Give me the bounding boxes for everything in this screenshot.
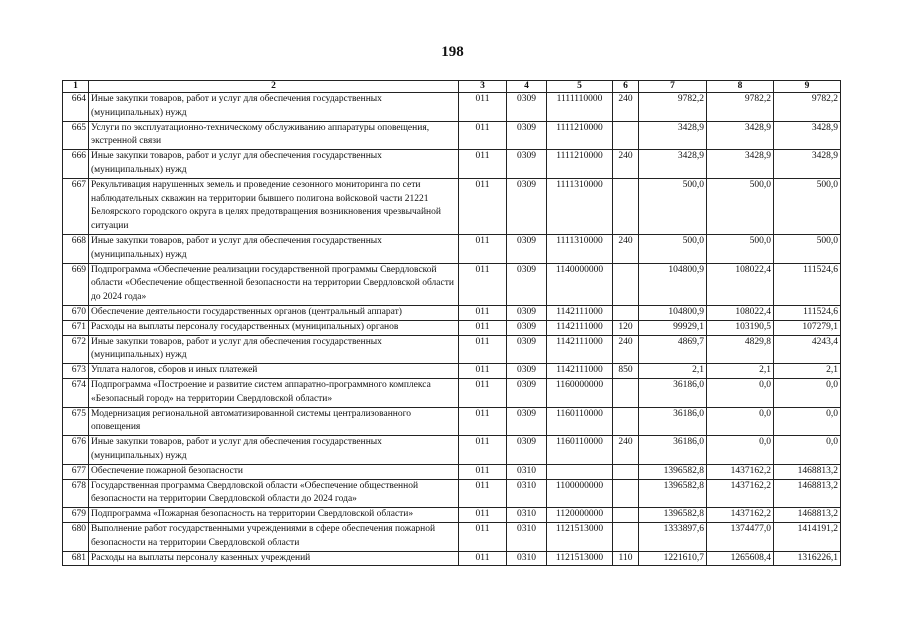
row-description: Иные закупки товаров, работ и услуг для обеспечения государственных (муниципальных) нужд [89,335,459,364]
ministry-code: 011 [459,378,507,407]
amount-col-8: 108022,4 [707,305,774,320]
table-row [63,178,841,234]
amount-col-9: 1468813,2 [774,479,841,508]
expense-type-code [613,464,639,479]
ministry-code: 011 [459,436,507,465]
section-code: 0309 [507,150,547,179]
amount-col-9: 4243,4 [774,335,841,364]
expense-type-code: 240 [613,436,639,465]
table-row [63,436,841,465]
column-header: 9 [774,81,841,93]
row-number: 670 [63,305,89,320]
target-article-code: 1142111000 [547,305,613,320]
ministry-code: 011 [459,234,507,263]
amount-col-9: 1414191,2 [774,522,841,551]
table-row [63,479,841,508]
table-row [63,378,841,407]
amount-col-9: 0,0 [774,436,841,465]
table-row [63,121,841,150]
section-code: 0309 [507,436,547,465]
ministry-code: 011 [459,522,507,551]
amount-col-8: 0,0 [707,378,774,407]
target-article-code: 1120000000 [547,508,613,523]
amount-col-8: 1437162,2 [707,508,774,523]
amount-col-8: 1437162,2 [707,479,774,508]
row-number: 679 [63,508,89,523]
amount-col-7: 500,0 [639,234,707,263]
target-article-code: 1142111000 [547,335,613,364]
section-code: 0309 [507,93,547,122]
ministry-code: 011 [459,121,507,150]
amount-col-8: 500,0 [707,234,774,263]
amount-col-9: 9782,2 [774,93,841,122]
amount-col-7: 2,1 [639,364,707,379]
ministry-code: 011 [459,508,507,523]
row-number: 668 [63,234,89,263]
section-code: 0309 [507,407,547,436]
row-number: 669 [63,263,89,305]
target-article-code: 1142111000 [547,364,613,379]
ministry-code: 011 [459,320,507,335]
amount-col-7: 99929,1 [639,320,707,335]
target-article-code: 1160110000 [547,407,613,436]
row-number: 671 [63,320,89,335]
amount-col-8: 9782,2 [707,93,774,122]
column-header: 4 [507,81,547,93]
amount-col-7: 36186,0 [639,436,707,465]
section-code: 0309 [507,263,547,305]
amount-col-9: 0,0 [774,378,841,407]
amount-col-7: 36186,0 [639,407,707,436]
section-code: 0309 [507,121,547,150]
table-header-row [63,81,841,93]
expense-type-code: 240 [613,335,639,364]
amount-col-7: 3428,9 [639,150,707,179]
amount-col-8: 3428,9 [707,150,774,179]
row-description: Иные закупки товаров, работ и услуг для обеспечения государственных (муниципальных) нужд [89,93,459,122]
amount-col-8: 103190,5 [707,320,774,335]
row-description: Расходы на выплаты персоналу государственных (муниципальных) органов [89,320,459,335]
budget-table [62,80,841,566]
section-code: 0309 [507,305,547,320]
row-description: Рекультивация нарушенных земель и проведение сезонного мониторинга по сети наблюдательных скважин на территории бывшего полигона войсковой части 21221 Белоярского городского округа в целях предотвращения возникновения чрезвычайной ситуации [89,178,459,234]
amount-col-9: 2,1 [774,364,841,379]
target-article-code: 1111110000 [547,93,613,122]
target-article-code: 1100000000 [547,479,613,508]
section-code: 0310 [507,551,547,566]
target-article-code: 1160000000 [547,378,613,407]
section-code: 0309 [507,364,547,379]
section-code: 0309 [507,234,547,263]
expense-type-code [613,263,639,305]
row-description: Иные закупки товаров, работ и услуг для обеспечения государственных (муниципальных) нужд [89,436,459,465]
amount-col-9: 1468813,2 [774,464,841,479]
ministry-code: 011 [459,335,507,364]
amount-col-7: 4869,7 [639,335,707,364]
row-description: Уплата налогов, сборов и иных платежей [89,364,459,379]
amount-col-7: 1396582,8 [639,508,707,523]
row-number: 676 [63,436,89,465]
table-body [63,93,841,566]
amount-col-9: 3428,9 [774,121,841,150]
ministry-code: 011 [459,150,507,179]
expense-type-code [613,178,639,234]
column-header: 5 [547,81,613,93]
expense-type-code [613,479,639,508]
amount-col-7: 1396582,8 [639,479,707,508]
row-number: 673 [63,364,89,379]
ministry-code: 011 [459,178,507,234]
amount-col-8: 500,0 [707,178,774,234]
table-row [63,522,841,551]
table-row [63,234,841,263]
amount-col-9: 1316226,1 [774,551,841,566]
section-code: 0310 [507,479,547,508]
ministry-code: 011 [459,407,507,436]
expense-type-code: 850 [613,364,639,379]
target-article-code: 1111310000 [547,234,613,263]
expense-type-code [613,378,639,407]
expense-type-code: 240 [613,150,639,179]
expense-type-code [613,305,639,320]
amount-col-8: 0,0 [707,407,774,436]
amount-col-7: 500,0 [639,178,707,234]
page-number: 198 [441,44,464,60]
amount-col-9: 1468813,2 [774,508,841,523]
expense-type-code: 240 [613,234,639,263]
amount-col-8: 2,1 [707,364,774,379]
row-description: Обеспечение пожарной безопасности [89,464,459,479]
table-row [63,305,841,320]
target-article-code: 1160110000 [547,436,613,465]
ministry-code: 011 [459,479,507,508]
row-description: Подпрограмма «Обеспечение реализации государственной программы Свердловской области «Обеспечение общественной безопасности на территории Свердловской области до 2024 года» [89,263,459,305]
amount-col-7: 36186,0 [639,378,707,407]
target-article-code: 1121513000 [547,551,613,566]
expense-type-code [613,407,639,436]
table-row [63,320,841,335]
row-number: 675 [63,407,89,436]
target-article-code: 1121513000 [547,522,613,551]
amount-col-8: 1374477,0 [707,522,774,551]
amount-col-8: 1437162,2 [707,464,774,479]
column-header: 3 [459,81,507,93]
target-article-code [547,464,613,479]
table-row [63,551,841,566]
row-description: Услуги по эксплуатационно-техническому обслуживанию аппаратуры оповещения, экстренной связи [89,121,459,150]
table-row [63,263,841,305]
target-article-code: 1111210000 [547,121,613,150]
amount-col-8: 4829,8 [707,335,774,364]
column-header: 2 [89,81,459,93]
section-code: 0310 [507,522,547,551]
column-header: 7 [639,81,707,93]
table-row [63,335,841,364]
column-header: 1 [63,81,89,93]
row-description: Государственная программа Свердловской области «Обеспечение общественной безопасности на территории Свердловской области до 2024 года» [89,479,459,508]
ministry-code: 011 [459,364,507,379]
row-description: Модернизация региональной автоматизированной системы централизованного оповещения [89,407,459,436]
table-row [63,464,841,479]
amount-col-8: 108022,4 [707,263,774,305]
table-row [63,364,841,379]
amount-col-8: 3428,9 [707,121,774,150]
amount-col-7: 1221610,7 [639,551,707,566]
ministry-code: 011 [459,551,507,566]
row-number: 672 [63,335,89,364]
row-number: 665 [63,121,89,150]
expense-type-code [613,121,639,150]
amount-col-9: 111524,6 [774,263,841,305]
section-code: 0309 [507,320,547,335]
section-code: 0309 [507,178,547,234]
row-number: 664 [63,93,89,122]
amount-col-7: 104800,9 [639,263,707,305]
ministry-code: 011 [459,93,507,122]
amount-col-7: 1333897,6 [639,522,707,551]
amount-col-9: 0,0 [774,407,841,436]
row-description: Иные закупки товаров, работ и услуг для обеспечения государственных (муниципальных) нужд [89,150,459,179]
table-row [63,508,841,523]
row-number: 677 [63,464,89,479]
row-description: Подпрограмма «Построение и развитие систем аппаратно-программного комплекса «Безопасный город» на территории Свердловской области» [89,378,459,407]
table-row [63,150,841,179]
ministry-code: 011 [459,263,507,305]
expense-type-code: 120 [613,320,639,335]
target-article-code: 1142111000 [547,320,613,335]
amount-col-9: 107279,1 [774,320,841,335]
amount-col-8: 0,0 [707,436,774,465]
column-header: 8 [707,81,774,93]
table-row [63,407,841,436]
target-article-code: 1111210000 [547,150,613,179]
target-article-code: 1140000000 [547,263,613,305]
row-number: 681 [63,551,89,566]
amount-col-7: 1396582,8 [639,464,707,479]
row-number: 680 [63,522,89,551]
row-description: Подпрограмма «Пожарная безопасность на территории Свердловской области» [89,508,459,523]
amount-col-9: 500,0 [774,178,841,234]
row-number: 667 [63,178,89,234]
row-number: 666 [63,150,89,179]
amount-col-7: 9782,2 [639,93,707,122]
row-description: Выполнение работ государственными учреждениями в сфере обеспечения пожарной безопасности на территории Свердловской области [89,522,459,551]
amount-col-9: 111524,6 [774,305,841,320]
expense-type-code: 110 [613,551,639,566]
row-number: 674 [63,378,89,407]
row-description: Расходы на выплаты персоналу казенных учреждений [89,551,459,566]
expense-type-code: 240 [613,93,639,122]
section-code: 0310 [507,464,547,479]
ministry-code: 011 [459,305,507,320]
amount-col-9: 500,0 [774,234,841,263]
row-description: Иные закупки товаров, работ и услуг для обеспечения государственных (муниципальных) нужд [89,234,459,263]
section-code: 0309 [507,378,547,407]
expense-type-code [613,522,639,551]
row-number: 678 [63,479,89,508]
table-row [63,93,841,122]
section-code: 0309 [507,335,547,364]
amount-col-8: 1265608,4 [707,551,774,566]
column-header: 6 [613,81,639,93]
amount-col-7: 104800,9 [639,305,707,320]
ministry-code: 011 [459,464,507,479]
target-article-code: 1111310000 [547,178,613,234]
amount-col-9: 3428,9 [774,150,841,179]
row-description: Обеспечение деятельности государственных органов (центральный аппарат) [89,305,459,320]
section-code: 0310 [507,508,547,523]
expense-type-code [613,508,639,523]
amount-col-7: 3428,9 [639,121,707,150]
